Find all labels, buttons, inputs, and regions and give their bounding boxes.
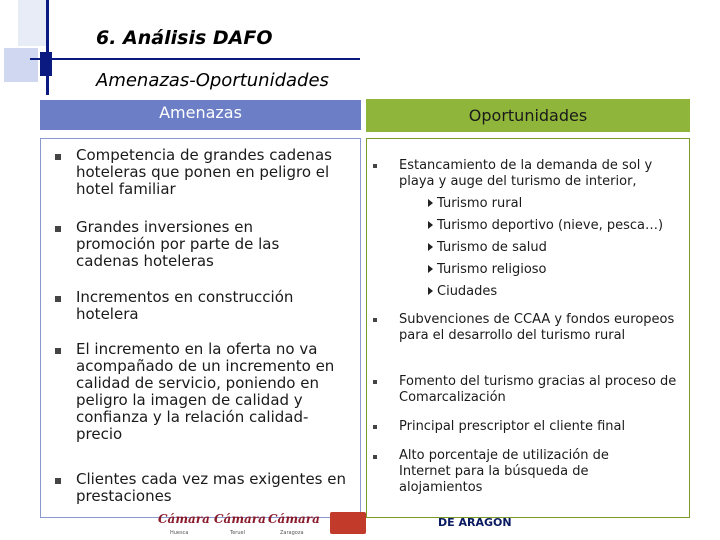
subitem-turismo-deportivo — [428, 218, 663, 234]
bullet-icon — [373, 380, 377, 384]
camara-logo-zaragoza: Cámara — [268, 512, 320, 526]
triangle-bullet-icon — [428, 243, 433, 251]
aragon-logo: DE ARAGON — [438, 516, 512, 529]
decor-vertical-line — [46, 0, 49, 95]
subitem-ciudades — [428, 284, 497, 300]
threat-item-4: El incremento en la oferta no va acompañado de un incremento en calidad de servicio, poniendo en peligro la imagen de calidad y confianza y la relación calidad-precio — [76, 340, 335, 443]
camara-logo-place: Zaragoza — [280, 530, 304, 536]
opportunity-item-2: Subvenciones de CCAA y fondos europeos para el desarrollo del turismo rural — [399, 312, 675, 343]
opportunity-item-4: Principal prescriptor el cliente final — [399, 419, 626, 434]
threat-item-5: Clientes cada vez mas exigentes en prestaciones — [76, 470, 346, 505]
bullet-icon — [55, 296, 61, 302]
bullet-icon — [373, 164, 377, 168]
subitem-label: Turismo religioso — [437, 262, 547, 277]
bullet-icon — [373, 425, 377, 429]
camara-logo-place: Teruel — [230, 530, 245, 536]
opportunity-item-3: Fomento del turismo gracias al proceso de Comarcalización — [399, 374, 677, 405]
subitem-label: Turismo de salud — [437, 240, 547, 255]
triangle-bullet-icon — [428, 287, 433, 295]
threat-item-1: Competencia de grandes cadenas hoteleras que ponen en peligro el hotel familiar — [76, 146, 332, 198]
bullet-icon — [55, 478, 61, 484]
threat-item-3: Incrementos en construcción hotelera — [76, 288, 294, 323]
subitem-turismo-rural — [428, 196, 522, 212]
triangle-bullet-icon — [428, 199, 433, 207]
subitem-turismo-salud — [428, 240, 547, 256]
bullet-icon — [55, 226, 61, 232]
decor-square-light — [18, 0, 48, 46]
threats-header — [40, 100, 361, 130]
camara-logo-place: Huesca — [170, 530, 189, 536]
bullet-icon — [373, 318, 377, 322]
camara-logo-teruel: Cámara — [214, 512, 266, 526]
page-subtitle: Amenazas-Oportunidades — [96, 70, 329, 91]
opportunity-item-5: Alto porcentaje de utilización de Internet para la búsqueda de alojamientos — [399, 448, 609, 495]
bullet-icon — [55, 154, 61, 160]
subitem-label: Turismo deportivo (nieve, pesca…) — [437, 218, 664, 233]
subitem-turismo-religioso — [428, 262, 547, 278]
threat-item-2: Grandes inversiones en promoción por parte de las cadenas hoteleras — [76, 218, 280, 270]
opportunities-header-label: Oportunidades — [468, 106, 588, 125]
page-title: 6. Análisis DAFO — [96, 27, 273, 49]
threats-header-label: Amenazas — [159, 103, 242, 122]
opportunities-header — [366, 99, 690, 132]
decor-square-blue — [4, 48, 38, 82]
bullet-icon — [373, 455, 377, 459]
camara-logo-huesca: Cámara — [158, 512, 210, 526]
decor-horizontal-line — [30, 58, 360, 60]
triangle-bullet-icon — [428, 265, 433, 273]
bullet-icon — [55, 348, 61, 354]
decor-block — [40, 52, 52, 76]
opportunity-item-1: Estancamiento de la demanda de sol y playa y auge del turismo de interior, — [399, 158, 653, 189]
subitem-label: Turismo rural — [437, 196, 523, 211]
government-seal-icon — [330, 512, 366, 534]
subitem-label: Ciudades — [437, 284, 498, 299]
triangle-bullet-icon — [428, 221, 433, 229]
